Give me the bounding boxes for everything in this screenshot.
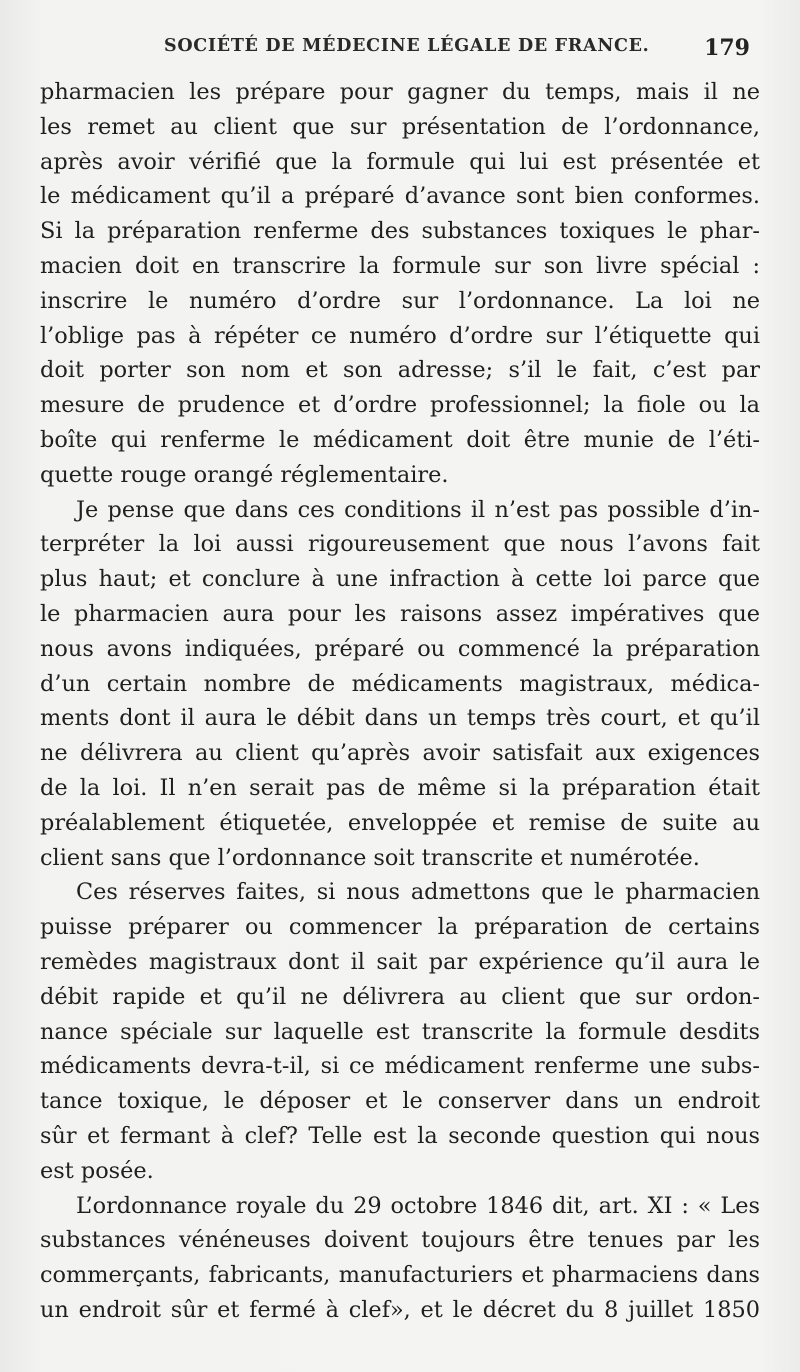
text-line: le médicament qu’il a préparé d’avance sont bien conformes. <box>40 183 760 210</box>
text-line: macien doit en transcrire la formule sur son livre spécial : <box>40 252 760 279</box>
text-line: un endroit sûr et fermé à clef», et le décret du 8 juillet 1850 <box>40 1296 760 1323</box>
text-line: inscrire le numéro d’ordre sur l’ordonnance. La loi ne <box>40 287 760 314</box>
body-text <box>40 75 760 1328</box>
text-line: mesure de prudence et d’ordre professionnel; la fiole ou la <box>40 392 760 419</box>
text-line: après avoir vérifié que la formule qui lui est présentée et <box>40 148 760 175</box>
text-line: nous avons indiquées, préparé ou commencé la préparation <box>40 635 760 662</box>
text-line: client sans que l’ordonnance soit transcrite et numérotée. <box>40 844 700 871</box>
text-line: ments dont il aura le débit dans un temps très court, et qu’il <box>40 705 760 732</box>
text-line: substances vénéneuses doivent toujours être tenues par les <box>40 1227 760 1254</box>
text-line: plus haut; et conclure à une infraction à cette loi parce que <box>40 566 760 593</box>
text-line: préalablement étiquetée, enveloppée et remise de suite au <box>40 809 760 836</box>
text-line: quette rouge orangé réglementaire. <box>40 461 449 488</box>
text-line: l’oblige pas à répéter ce numéro d’ordre sur l’étiquette qui <box>40 322 760 349</box>
text-line: ne délivrera au client qu’après avoir satisfait aux exigences <box>40 740 760 767</box>
text-line: Ces réserves faites, si nous admettons que le pharmacien <box>76 879 760 906</box>
text-line: médicaments devra-t-il, si ce médicament renferme une subs- <box>40 1053 760 1080</box>
text-line: débit rapide et qu’il ne délivrera au client que sur ordon- <box>40 983 760 1010</box>
running-title: SOCIÉTÉ DE MÉDECINE LÉGALE DE FRANCE. <box>164 36 650 56</box>
text-line: doit porter son nom et son adresse; s’il le fait, c’est par <box>40 357 760 384</box>
text-line: L’ordonnance royale du 29 octobre 1846 dit, art. XI : « Les <box>76 1192 760 1219</box>
running-head <box>40 36 760 70</box>
text-line: remèdes magistraux dont il sait par expérience qu’il aura le <box>40 948 760 975</box>
text-line: Si la préparation renferme des substances toxiques le phar- <box>40 218 760 245</box>
text-line: de la loi. Il n’en serait pas de même si la préparation était <box>40 774 760 801</box>
text-line: est posée. <box>40 1157 154 1184</box>
text-line: nance spéciale sur laquelle est transcrite la formule desdits <box>40 1018 760 1045</box>
text-line: boîte qui renferme le médicament doit être munie de l’éti- <box>40 426 760 453</box>
text-line: le pharmacien aura pour les raisons assez impératives que <box>40 600 760 627</box>
text-line: pharmacien les prépare pour gagner du temps, mais il ne <box>40 79 760 105</box>
text-line: puisse préparer ou commencer la préparation de certains <box>40 914 760 941</box>
text-line: Je pense que dans ces conditions il n’est pas possible d’in- <box>76 496 760 523</box>
text-line: sûr et fermant à clef? Telle est la seconde question qui nous <box>40 1122 760 1149</box>
text-line: terpréter la loi aussi rigoureusement que nous l’avons fait <box>40 531 760 558</box>
text-line: d’un certain nombre de médicaments magistraux, médica- <box>40 670 760 697</box>
text-line: tance toxique, le déposer et le conserver dans un endroit <box>40 1088 760 1115</box>
text-line: commerçants, fabricants, manufacturiers et pharmaciens dans <box>40 1262 760 1289</box>
text-line: les remet au client que sur présentation de l’ordonnance, <box>40 113 760 140</box>
page-number: 179 <box>704 35 750 61</box>
